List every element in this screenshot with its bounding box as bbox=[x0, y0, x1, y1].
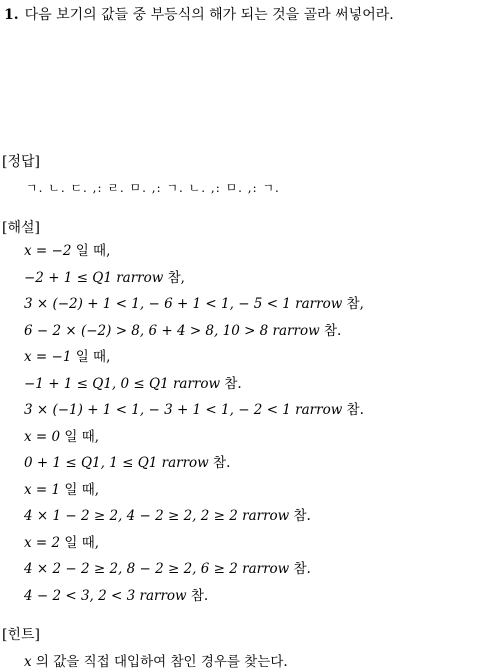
explanation-math: x = −1 bbox=[24, 349, 72, 365]
explanation-line bbox=[24, 397, 364, 424]
explanation-math: x = −2 bbox=[24, 243, 72, 259]
explanation-math: 4 × 2 − 2 ≥ 2, 8 − 2 ≥ 2, 6 ≥ 2 rarrow bbox=[24, 561, 290, 577]
explanation-note: 참, bbox=[163, 269, 185, 286]
explanation-line bbox=[24, 556, 364, 583]
explanation-note: 일 때, bbox=[60, 534, 100, 551]
explanation-note: 참. bbox=[289, 508, 311, 524]
explanation-note: 참. bbox=[186, 587, 209, 604]
explanation-math: −1 + 1 ≤ Q1, 0 ≤ Q1 rarrow bbox=[24, 375, 221, 392]
explanation-note: 일 때, bbox=[71, 349, 111, 365]
explanation-lines bbox=[24, 238, 364, 609]
hint-heading: [힌트] bbox=[2, 627, 40, 643]
explanation-line bbox=[24, 265, 364, 292]
answer-text: ㄱ. ㄴ. ㄷ. ,: ㄹ. ㅁ. ,: ㄱ. ㄴ. ,: ㅁ. ,: ㄱ. bbox=[26, 181, 280, 195]
question bbox=[4, 4, 479, 24]
hint-text: 의 값을 직접 대입하여 참인 경우를 찾는다. bbox=[31, 654, 288, 670]
explanation-math: −2 + 1 ≤ Q1 rarrow bbox=[24, 269, 164, 286]
question-text: 다음 보기의 값들 중 부등식의 해가 되는 것을 골라 써넣어라. bbox=[24, 7, 394, 23]
explanation-line bbox=[24, 238, 364, 265]
explanation-note: 참. bbox=[342, 402, 364, 418]
explanation-math: 4 − 2 < 3, 2 < 3 rarrow bbox=[24, 587, 187, 604]
explanation-note: 참. bbox=[319, 322, 342, 339]
explanation-note: 일 때, bbox=[60, 481, 100, 498]
explanation-line bbox=[24, 530, 364, 557]
explanation-line bbox=[24, 503, 364, 530]
explanation-note: 참, bbox=[342, 296, 364, 312]
explanation-math: 6 − 2 × (−2) > 8, 6 + 4 > 8, 10 > 8 rarrow bbox=[24, 322, 320, 339]
explanation-math: 0 + 1 ≤ Q1, 1 ≤ Q1 rarrow bbox=[24, 455, 209, 471]
explanation-math: x = 1 bbox=[24, 481, 61, 498]
explanation-line bbox=[24, 583, 364, 610]
explanation-note: 일 때, bbox=[60, 428, 100, 445]
explanation-note: 일 때, bbox=[71, 243, 111, 259]
explanation-line bbox=[24, 477, 364, 504]
answer-heading: [정답] bbox=[2, 154, 40, 170]
explanation-line bbox=[24, 371, 364, 398]
hint-variable: x bbox=[24, 654, 32, 670]
explanation-line bbox=[24, 318, 364, 345]
hint-text-line bbox=[24, 650, 288, 670]
explanation-math: 3 × (−1) + 1 < 1, − 3 + 1 < 1, − 2 < 1 rarrow bbox=[24, 402, 343, 418]
explanation-math: x = 0 bbox=[24, 428, 61, 445]
explanation-line bbox=[24, 424, 364, 451]
explanation-note: 참. bbox=[289, 561, 311, 577]
explanation-note: 참. bbox=[220, 375, 242, 392]
explanation-math: 3 × (−2) + 1 < 1, − 6 + 1 < 1, − 5 < 1 rarrow bbox=[24, 296, 343, 312]
explanation-math: 4 × 1 − 2 ≥ 2, 4 − 2 ≥ 2, 2 ≥ 2 rarrow bbox=[24, 508, 290, 524]
explanation-note: 참. bbox=[208, 455, 231, 471]
explanation-line bbox=[24, 450, 364, 477]
question-number: 1. bbox=[4, 7, 19, 23]
explanation-heading: [해설] bbox=[2, 220, 40, 236]
explanation-line bbox=[24, 291, 364, 318]
explanation-math: x = 2 bbox=[24, 534, 61, 551]
explanation-line bbox=[24, 344, 364, 371]
